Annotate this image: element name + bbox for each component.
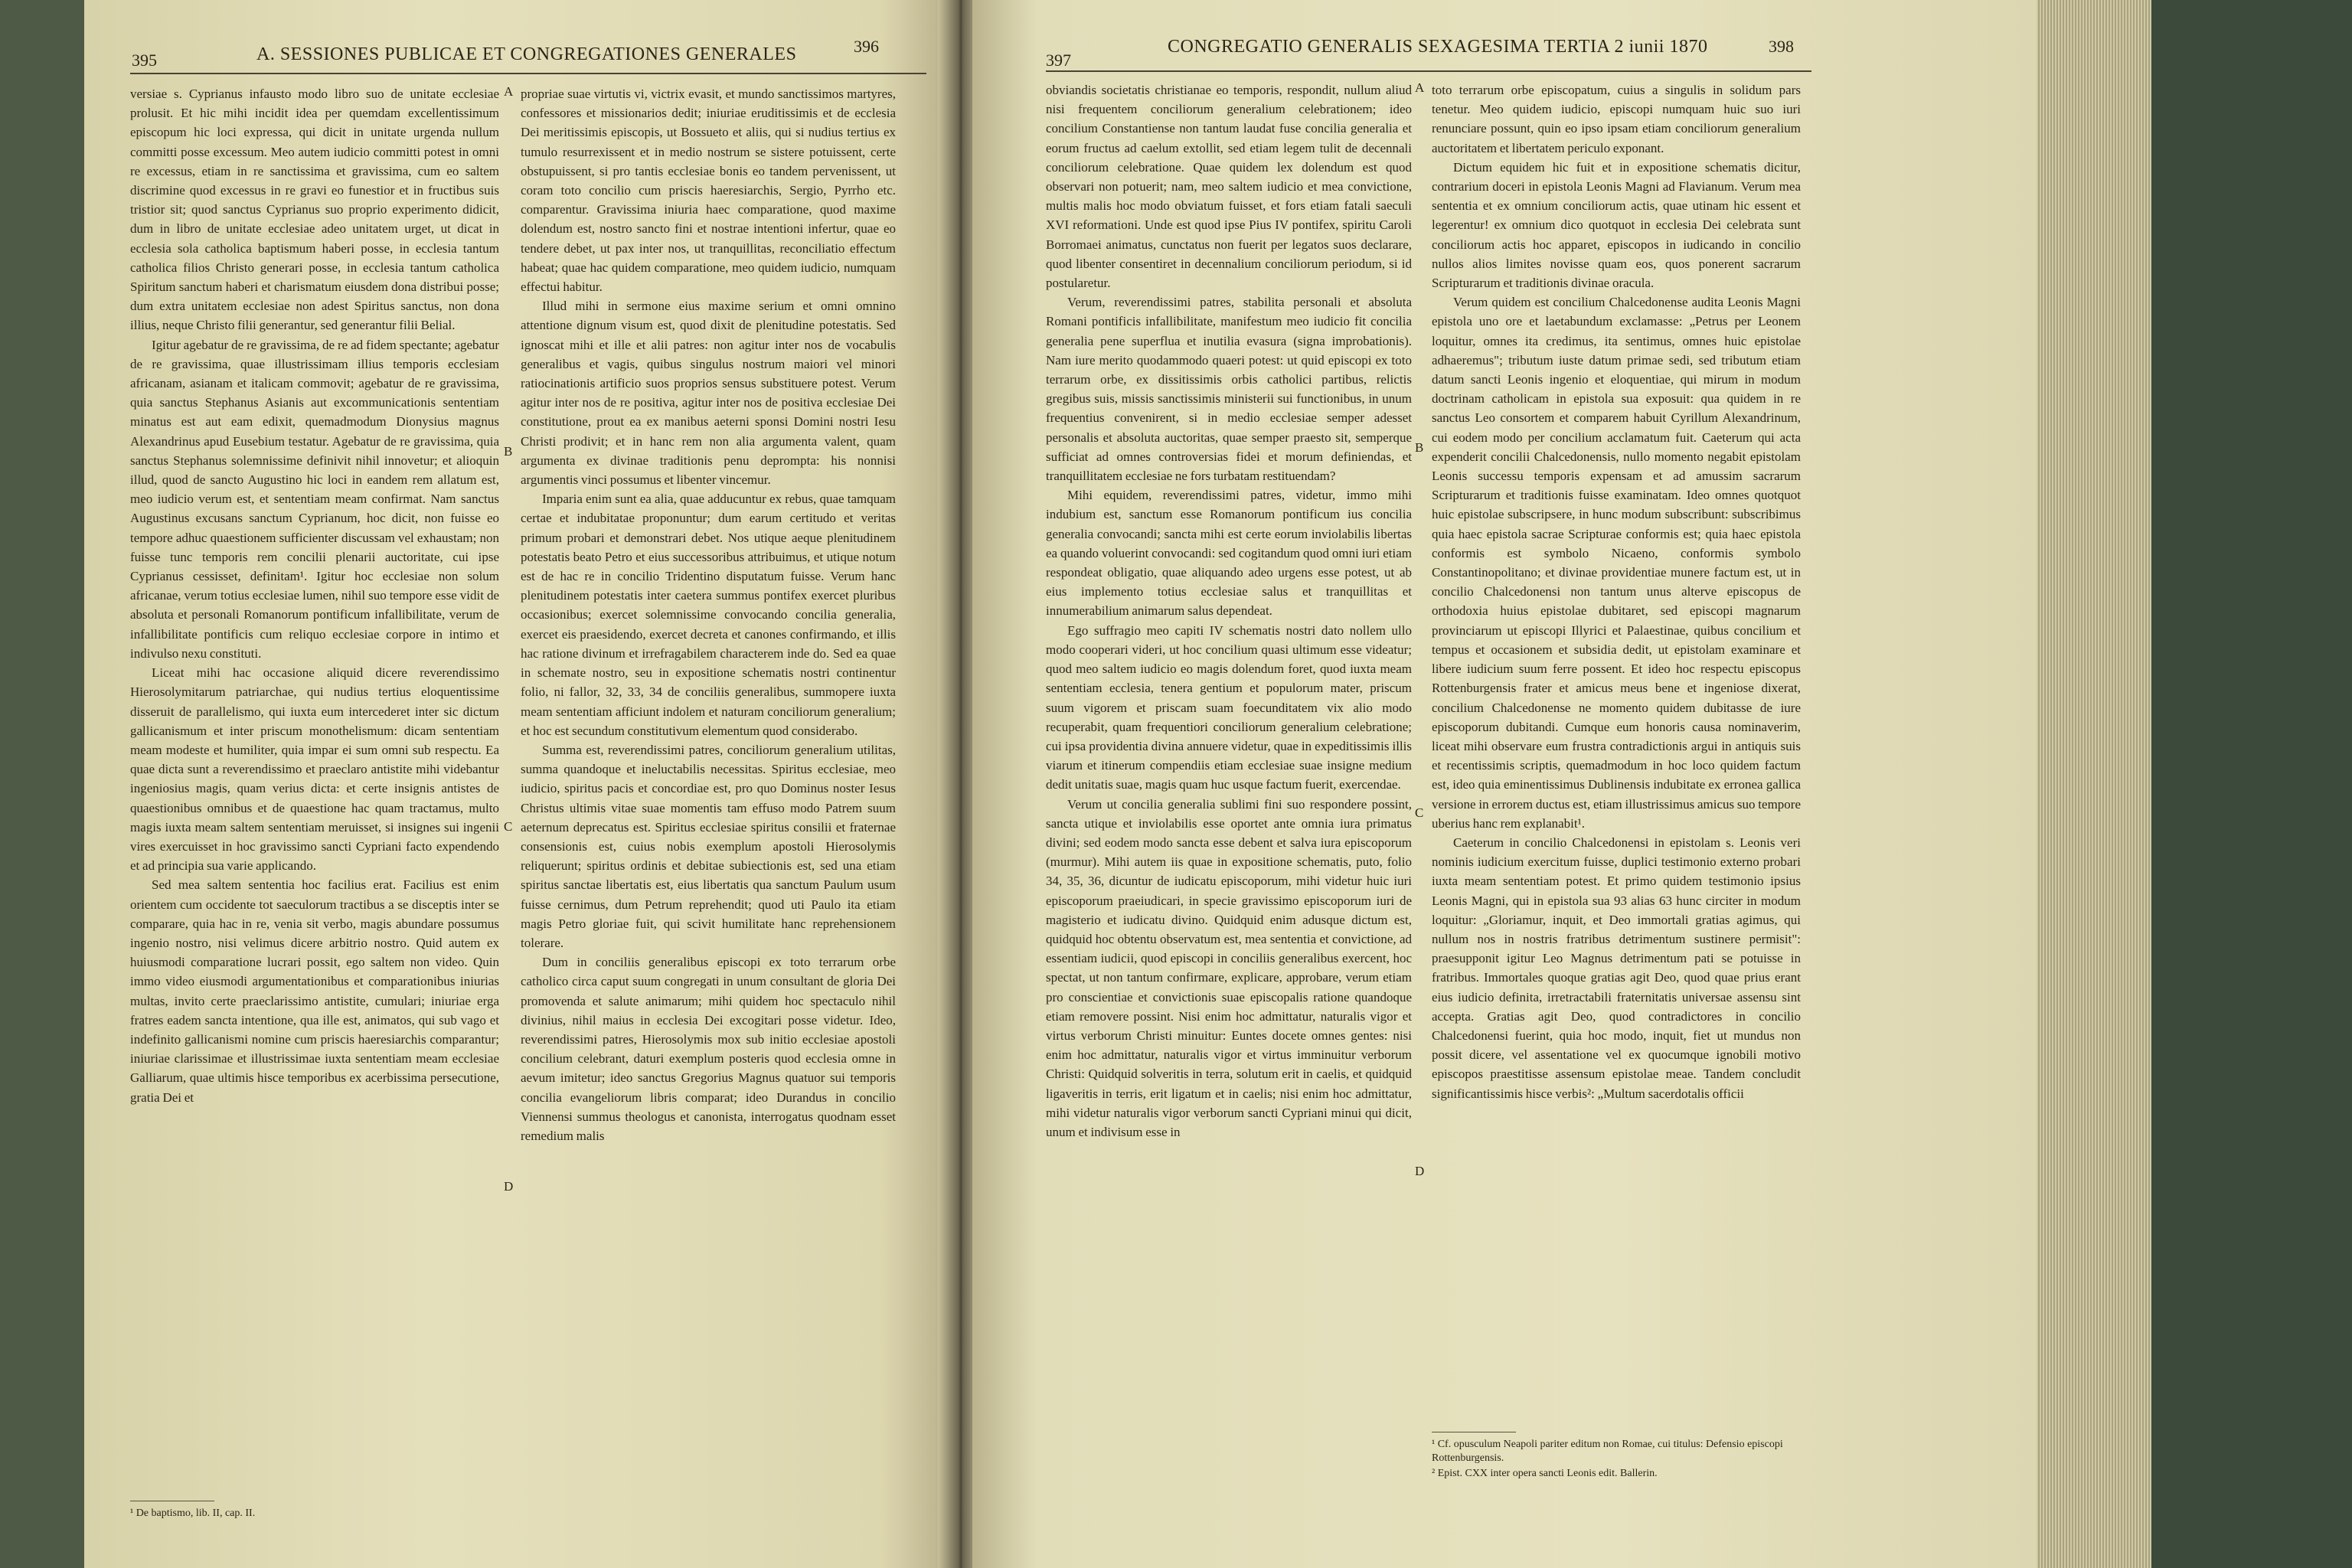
paragraph: Illud mihi in sermone eius maxime serium et omni omnino attentione dignum visum est, quod dixit de plenitudine potestatis. Sed ignoscat mihi et ille et alii patres: non agitur inter nos de vocabulis generalibus et vagis, quibus singulus nostrum maiori vel minori ratiocinationis artificio suos proprios sensus substituere potest. Verum agitur inter nos de re positiva, agitur inter nos de positiva ecclesiae Dei constitutione, prout ea ex manibus aeterni sponsi Domini nostri Iesu Christi prodivit; et in hanc rem non alia argumenta valent, quam argumenta ex divinae traditionis penu deprompta: his nonnisi argumentis vinci possumus et libenter vincemur. [521, 299, 896, 488]
running-head: A. SESSIONES PUBLICAE ET CONGREGATIONES GENERALES [256, 44, 797, 64]
paragraph: Verum quidem est concilium Chalcedonense audita Leonis Magni epistola uno ore et laetabundum exclamasse: „Petrus per Leonem loquitur, omnes ita credimus, ita sentimus, omnes huic epistolae adhaeremus"; tributum iuste datum primae sedi, sed tributum etiam datum sancti Leonis ingenio et eloquentiae, qui mirum in modum doctrinam catholicam in epistola sua exposuit: qua quidem in re sanctus Leo consortem et comparem habuit Cyrillum Alexandrinum, cui eodem modo per concilium acclamatum fuit. Caeterum qui acta expenderit concilii Chalcedonensis, nullo momento negabit epistolam Leonis successu temporis expensam et ad amussim sacrarum Scripturarum et traditionis fuisse examinatam. Ideo omnes quotquot huic epistolae subscripsere, in hunc modum subscribunt: subscribimus quia haec epistola sacrae Scripturae conformis est; quia haec epistola conformis est symbolo Nicaeno, conformis symbolo Constantinopolitano; et divinae providentiae munere factum est, ut in concilio Chalcedonensi non tantum unus alterve episcopus de orthodoxia huius epistolae dubitaret, sed episcopi magnarum provinciarum ut episcopi Illyrici et Palaestinae, quibus concilium et tempus et occasionem et subsidia dedit, ut epistolam examinare et libere iudicium suum ferre possent. Et ideo hoc respectu episcopus Rottenburgensis frater et amicus meus bene et ingeniose dixerat, concilium Chalcedonense ne momento quidem dubitasse de iure episcoporum dubitandi. Cumque eum honoris causa nominaverim, liceat mihi observare eum frustra contradictionis argui in antiquis suis et recentissimis scriptis, quemadmodum in hoc loco quidem factum est, ideo quia eminentissimus Dublinensis indubitate ex erronea gallica versione in errorem ductus est, etiam illustrissimus amicus suo tempore uberius hanc rem explanabit¹. [1432, 295, 1801, 831]
margin-letter: A [1415, 80, 1425, 95]
margin-letter: C [504, 819, 513, 834]
footnote: ¹ Cf. opusculum Neapoli pariter editum non Romae, cui titulus: Defensio episcopi Rottenburgensis. [1432, 1439, 1783, 1464]
page-number: 397 [1046, 51, 1071, 70]
paragraph: Caeterum in concilio Chalcedonensi in epistolam s. Leonis veri nominis iudicium exercitum fuisse, duplici testimonio externo probari iuxta meam sententiam potest. Et primo quidem testimonio ipsius Leonis Magni, qui in epistola sua 93 alias 63 hunc circiter in modum loquitur: „Gloriamur, inquit, et Deo immortali gratias agimus, qui nullum nos in nostris fratribus detrimentum sustinere permisit": praesupponit igitur Leo Magnus detrimentum pati se potuisse in fratribus. Immortales quoque gratias agit Deo, quod quae prius erant eius iudicio definita, irretractabili fraternitatis universae assensu sint accepta. Gratias agit Deo, quod contradictores in concilio Chalcedonensi fuerint, quia hoc modo, inquit, fiet ut mundus non possit dicere, vel assentatione vel ex quocumque ignobili motivo episcopos praestitisse assensum epistolae meae. Tandem concludit significantissimis hisce verbis²: „Multum sacerdotalis officii [1432, 835, 1801, 1101]
page-number: 395 [132, 51, 157, 70]
paragraph: propriae suae virtutis vi, victrix evasit, et mundo sanctissimos martyres, confessores et missionarios dedit; iniuriae eruditissimis et de ecclesia Dei meritissimis episcopis, ut Bossueto et aliis, qui si nudius tertius ex tumulo resurrexissent et in medio nostrum se sistere potuissent, certe obstupuissent, si pro tantis ecclesiae bonis eo tandem pervenissent, ut coram toto concilio cum priscis haeresiarchis, Sergio, Pyrrho etc. comparentur. Gravissima iniuria haec comparatione, quod maxime dolendum est, nostro sancto fini et nostrae intentioni infertur, quae eo tendere debet, ut pax inter nos, ut tranquillitas, reconciliatio effectum habeat; quae hac quidem comparatione, meo quidem iudicio, numquam effectui habitur. [521, 87, 896, 295]
paragraph: Verum, reverendissimi patres, stabilita personali et absoluta Romani pontificis infallibilitate, manifestum meo iudicio fit concilia generalia pene superflua et inutilia evasura (signa improbationis). Nam iure merito quodammodo quaeri potest: ut quid episcopi ex toto terrarum orbe, ex dissitissimis orbis catholici partibus, relictis gregibus suis, missis sanctissimis ministerii sui functionibus, in unum frequentius convenirent, si in medio ecclesiae semper adesset personalis et absoluta auctoritas, quae semper praesto sit, semperque sufficiat ad omnes controversias fidei et morum definiendas, et tranquillitatem ecclesiae ne fors turbatam restituendam? [1046, 295, 1412, 484]
paragraph: Dum in conciliis generalibus episcopi ex toto terrarum orbe catholico circa caput suum congregati in unum consultant de gloria Dei promovenda et salute animarum; mihi quidem hoc spectaculo nihil divinius, nihil maius in ecclesia Dei excogitari posse videtur. Ideo, reverendissimi patres, Hierosolymis mox sub initio ecclesiae apostoli concilium celebrant, daturi exemplum posteris quod ecclesia omne in aevum imitetur; ideo sanctus Gregorius Magnus quatuor sui temporis concilia evangeliorum libris comparat; ideo Durandus in concilio Viennensi summus theologus et canonista, interrogatus quodnam esset remedium malis [521, 955, 896, 1143]
footnote: ² Epist. CXX inter opera sancti Leonis edit. Ballerin. [1432, 1468, 1658, 1479]
page-number: 396 [854, 37, 879, 56]
column-left [130, 84, 499, 1107]
paragraph: toto terrarum orbe episcopatum, cuius a singulis in solidum pars tenetur. Meo quidem iudicio, episcopi numquam huic suo iuri renunciare possunt, quin eo ipso ipsam etiam conciliorum generalium auctoritatem et libertatem periculo exponant. [1432, 83, 1801, 155]
margin-letter: D [504, 1179, 514, 1194]
paragraph: Imparia enim sunt ea alia, quae adducuntur ex rebus, quae tamquam certae et indubitatae proponuntur; dum earum certitudo et veritas primum probari et demonstrari debet. Nos utique aeque plenitudinem potestatis beato Petro et eius successoribus attribuimus, et utique notum est de hac re in concilio Tridentino disputatum fuisse. Verum hanc plenitudinem potestatis inter caetera summus pontifex exercet pluribus occasionibus; exercet solemnissime convocando concilia generalia, exercet eis praesidendo, exercet decreta et canones confirmando, et illis hac ratione divinum et irrefragabilem characterem inde do. Sed ea quae in schemate nostro, seu in expositione schematis nostri continentur folio, ni fallor, 32, 33, 34 de conciliis generalibus, summopere iuxta meam sententiam afficiunt indolem et naturam conciliorum generalium; et hoc est secundum constitutivum elementum quod considerabo. [521, 492, 896, 738]
margin-letter: B [504, 444, 513, 459]
paragraph: Verum ut concilia generalia sublimi fini suo respondere possint, sancta utique et inviolabilis esse oportet ante omnia iura primatus divini; sed eodem modo sancta esse debent et salva iura episcoporum (murmur). Mihi autem iis quae in expositione schematis, puto, folio 34, 35, 36, dicuntur de iudicatu episcoporum, mihi videtur huic iuri episcoporum praeiudicari, in specie gravissimo episcoporum iuri de magisterio et iudicatu divino. Quidquid enim adusque dictum est, quidquid hoc obtentu observatum est, mea sententia et convictione, ad essentiam iudicii, quod episcopi in conciliis generalibus exercent, hoc spectat, ut non tantum confirmare, explicare, approbare, verum etiam pro conscientiae et convictionis suae episcopalis ratione quandoque etiam removere possint. Nisi enim hoc admittatur, naturalis vigor et virtus verborum Christi minuitur: Euntes docete omnes gentes: nisi enim hoc admittatur, naturalis vigor et virtus imminuitur verborum Christi: Quidquid solveritis in terra, solutum erit in caelis, et quidquid ligaveritis in terris, erit ligatum et in caelis; nisi enim hoc admittatur, mihi videtur naturalis vigor verborum sancti Cypriani minui qui dicit, unum et indivisum esse in [1046, 796, 1412, 1139]
running-head: CONGREGATIO GENERALIS SEXAGESIMA TERTIA 2 iunii 1870 [1168, 37, 1708, 57]
left-page [84, 0, 949, 1568]
paragraph: Summa est, reverendissimi patres, conciliorum generalium utilitas, summa quandoque et ineluctabilis necessitas. Spiritus ecclesiae, meo iudicio, spiritus pacis et concordiae est, pro quo Dominus noster Iesus Christus ultimis vitae suae momentis tam effuso modo Patrem suum aeternum deprecatus est. Spiritus ecclesiae spiritus consilii et fraternae consensionis est, cuius nobis exemplum apostoli Hierosolymis reliquerunt; spiritus ordinis et debitae subiectionis est, sed una etiam spiritus sanctae libertatis est, eius libertatis qua sanctum Paulum usum fuisse cernimus, dum Petrum reprehendit; quod uti Paulo ita etiam magis Petro gloriae fuit, qui scivit humilitate hanc reprehensionem tolerare. [521, 742, 896, 950]
backdrop [0, 0, 84, 1568]
column-right [521, 84, 896, 1145]
right-page [972, 0, 2044, 1568]
paragraph: Mihi equidem, reverendissimi patres, videtur, immo mihi indubium est, sanctum esse Romanorum pontificum ius concilia generalia convocandi; sancta mihi est certe eorum inviolabilis libertas ea quando voluerint convocandi: sed cogitandum quod omni iuri etiam respondeat obligatio, quae aliquando adeo urgens esse potest, ut ab eius implemento totius ecclesiae salus et tranquillitas et innumerabilium animarum salus dependeat. [1046, 488, 1412, 619]
header-rule [130, 73, 926, 74]
page-number: 398 [1769, 37, 1794, 56]
footnote: ¹ De baptismo, lib. II, cap. II. [130, 1508, 256, 1519]
paragraph: Dictum equidem hic fuit et in expositione schematis dicitur, contrarium doceri in epistola Leonis Magni ad Flavianum. Verum mea sententia et ex omnium conciliorum actis, quae utinam hic essent et legerentur! ex omnium dico quotquot in ecclesia Dei celebrata sunt conciliorum actis hoc apparet, episcopos in iudicando in concilio nullos alios limites novisse quam eos, quos ponerent sacrarum Scripturarum et traditionis divinae oracula. [1432, 159, 1801, 291]
paragraph: Sed mea saltem sententia hoc facilius erat. Facilius est enim orientem cum occidente tot saeculorum tractibus a se disceptis inter se comparare, quia hac in re, venia sit verbo, magis abundare possumus ingenio nostro, nisi velimus dicere arbitrio nostro. Quid autem ex huiusmodi comparatione lucrari possit, ego saltem non video. Quin immo video eiusmodi argumentationibus et comparationibus iniurias multas, invito certe praeclarissimo antistite, cumulari; iniuriae erga fratres eadem sancta intentione, qua ille est, animatos, qui sub vago et indefinito gallicanismi nomine cum priscis haeresiarchis comparantur; iniuriae clarissimae et illustrissimae iuxta sententiam meam ecclesiae Galliarum, quae ultimis hisce temporibus ex acerbissima persecutione, gratia Dei et [130, 877, 499, 1105]
margin-letter: D [1415, 1164, 1425, 1178]
margin-letter: C [1415, 805, 1424, 820]
margin-letter: A [504, 84, 514, 99]
paragraph: versiae s. Cyprianus infausto modo libro suo de unitate ecclesiae prolusit. Et hic mihi incidit idea per quemdam excellentissimum episcopum hic loci expressa, qui dicit in unitate urgenda nullum committi posse excessum. Meo autem iudicio committi potest in omni re excessus, etiam in re sanctissima et gravissima, cum eo saltem discrimine quod excessus in re gravi eo funestior et in fructibus suis tristior sit; quod sanctus Cyprianus suo proprio experimento didicit, dum in libro de unitate ecclesiae adeo unitatem urget, ut dicat in ecclesia sola catholica baptismum haberi posse, in ecclesia tantum catholica filios Christo generari posse, in ecclesia tantum catholica Spiritum sanctum haberi et charismatum eiusdem dona distribui posse; dum extra unitatem ecclesiae non adest Spiritus sanctus, non dona illius, neque Christo filii generantur, sed generantur filii Belial. [130, 87, 499, 333]
paragraph: Igitur agebatur de re gravissima, de re ad fidem spectante; agebatur de re gravissima, quae illustrissimam illius temporis ecclesiam africanam, asianam et italicam commovit; agebatur de re gravissima, quia sanctus Stephanus Asianis aut excommunicationis sententiam minatus est aut eam edixit, quemadmodum Dionysius magnus Alexandrinus apud Eusebium testatur. Agebatur de re gravissima, quia sanctus Stephanus solemnissime definivit nihil innovetur; et alioquin illud, quod de sancto Augustino hic loci in eandem rem allatum est, meo iudicio verum est, et sententiam meam confirmat. Nam sanctus Augustinus excusans sanctum Cyprianum, hoc dicit, non fuisse eo tempore adhuc quaestionem sufficienter discussam vel exhaustam; non fuisse tunc temporis rem concilii plenarii auctoritate, cui ipse Cyprianus cessisset, definitam¹. Igitur hoc ecclesiae non solum africanae, verum totius ecclesiae lumen, nihil suo tempore esse vidit de absoluta et personali Romanorum pontificum infallibilitate, verum de infallibilitate pontificis cum reliquo ecclesiae corpore in intimo et indivulso nexu constituti. [130, 337, 499, 661]
paragraph: Ego suffragio meo capiti IV schematis nostri dato nollem ullo modo cooperari videri, ut hoc concilium quasi ultimum esse videatur; quod meo saltem iudicio eo magis dolendum foret, quod iuxta meam sententiam ecclesia, tenera gentium et populorum mater, priscum suum vigorem et priscam suam foecunditatem vix alio modo recuperabit, quam frequentiori conciliorum generalium celebratione; cui ipsa providentia divina annuere videtur, quae in expeditissimis illis viarum et itinerum compendiis etiam ecclesiae suae insigne medium dedit unitatis suae, magis quam huc usque factum fuerit, exercendae. [1046, 622, 1412, 792]
header-rule [1046, 70, 1811, 72]
column-left [1046, 80, 1412, 1142]
paragraph: Liceat mihi hac occasione aliquid dicere reverendissimo Hierosolymitarum patriarchae, qui nudius tertius eloquentissime disseruit de parallelismo, qui iuxta eum intercederet inter sic dictum gallicanismum et inter priscum monothelismum: dicam sententiam meam modeste et humiliter, quia impar ei sum omni sub respectu. Ea quae dicta sunt a reverendissimo et praeclaro antistite mihi videbantur ingeniosius magis, quam verius dicta: et certe insignis antistes de quaestionibus omnibus et de quaestione hac quam tractamus, multo magis iuxta meam saltem sententiam meruisset, si insignes sui ingenii vires exercuisset in hoc gravissimo sancti Cypriani facto expendendo et ad principia sua varie applicando. [130, 665, 499, 874]
page-edges [2037, 0, 2151, 1568]
column-right [1432, 80, 1801, 1103]
margin-letter: B [1415, 440, 1424, 455]
paragraph: obviandis societatis christianae eo temporis, respondit, nullum aliud nisi frequentem conciliorum generalium celebrationem; ideo concilium Constantiense non tantum laudat fuse concilia generalia et eorum fructus ad caelum extollit, sed etiam legem tulit de decennali conciliorum celebratione. Quae quidem lex dolendum est quod observari non potuerit; nam, meo saltem iudicio et mea convictione, multis malis hoc modo obviatum fuisset, et fors etiam fatali saeculi XVI reformationi. Unde est quod ipse Pius IV pontifex, spiritu Caroli Borromaei animatus, cunctatus non fuerit per legatos suos declarare, quod libenter consentiret in decennalium conciliorum periodum, si id postularetur. [1046, 83, 1412, 291]
